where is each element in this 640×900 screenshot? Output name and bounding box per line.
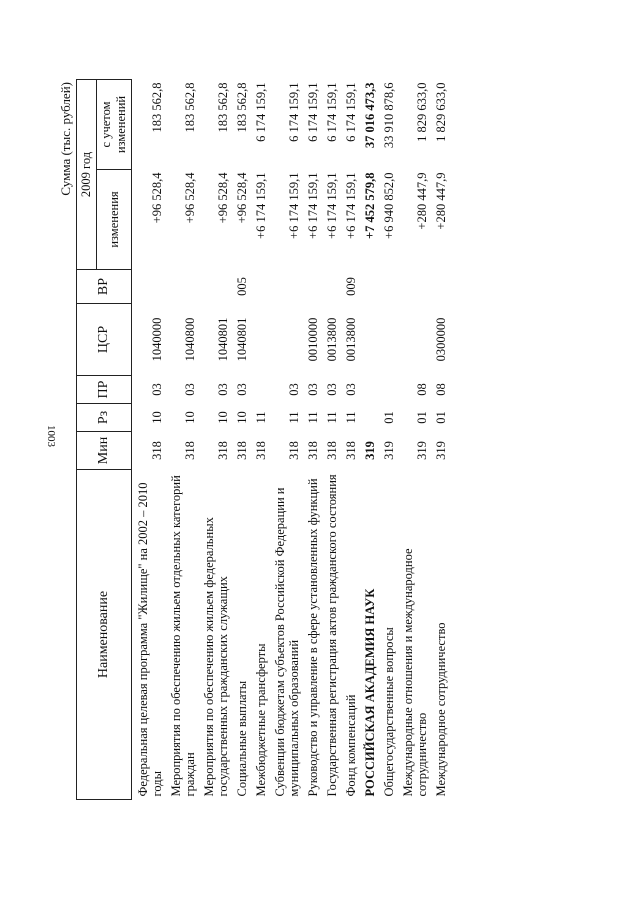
table-row (269, 79, 302, 799)
cell-vr (269, 270, 302, 304)
cell-csr: 0013800 (325, 317, 339, 362)
cell-total: 183 562,8 (183, 82, 197, 133)
cell-pr: 08 (415, 383, 429, 396)
cell-change: +6 174 159,1 (306, 172, 320, 239)
cell-rz: 11 (254, 411, 268, 424)
cell-pr (378, 376, 397, 404)
cell-name: Мероприятия по обеспечению жильем отдельных категорий граждан (169, 475, 197, 797)
cell-change: +280 447,9 (434, 172, 448, 230)
column-header-with-change: с учетом изменений (97, 79, 132, 169)
cell-csr: 0300000 (434, 317, 448, 362)
cell-total: 1 829 633,0 (415, 82, 429, 142)
cell-min: 319 (382, 441, 396, 460)
cell-pr (359, 376, 378, 404)
cell-name: Международное сотрудничество (434, 622, 448, 797)
cell-total: 6 174 159,1 (344, 82, 358, 142)
cell-total: 183 562,8 (150, 82, 164, 133)
page-number: 1003 (45, 425, 57, 447)
cell-pr: 03 (287, 383, 301, 396)
cell-pr: 03 (216, 383, 230, 396)
cell-vr (250, 270, 269, 304)
cell-csr (269, 304, 302, 376)
cell-csr: 1040800 (183, 317, 197, 362)
cell-min: 318 (235, 441, 249, 460)
cell-name: Руководство и управление в сфере установленных функций (306, 478, 320, 797)
table-row (231, 79, 250, 799)
cell-pr: 03 (325, 383, 339, 396)
column-header-name: Наименование (77, 470, 132, 800)
column-header-vr: ВР (77, 270, 132, 304)
cell-csr (378, 304, 397, 376)
cell-pr: 03 (235, 383, 249, 396)
cell-total: 6 174 159,1 (325, 82, 339, 142)
table-row (378, 79, 397, 799)
cell-total: 37 016 473,3 (363, 82, 377, 149)
cell-name: Государственная регистрация актов гражданского состояния (325, 474, 339, 797)
cell-name: Субвенции бюджетам субъектов Российской Федерации и муниципальных образований (273, 487, 301, 797)
cell-rz: 01 (382, 411, 396, 424)
table-row (165, 79, 198, 799)
cell-change: +96 528,4 (183, 172, 197, 224)
table-row (340, 79, 359, 799)
cell-vr (321, 270, 340, 304)
cell-rz: 10 (235, 411, 249, 424)
table-body (132, 79, 450, 799)
cell-change: +7 452 579,8 (363, 172, 377, 239)
cell-pr (250, 376, 269, 404)
cell-name: Международные отношения и международное сотрудничество (401, 548, 429, 797)
cell-name: Федеральная целевая программа "Жилище" на 2002 – 2010 годы (136, 482, 164, 797)
cell-vr (378, 270, 397, 304)
cell-change: +6 940 852,0 (382, 172, 396, 239)
cell-vr (165, 270, 198, 304)
cell-pr: 08 (434, 383, 448, 396)
cell-vr (397, 270, 430, 304)
cell-vr (132, 270, 166, 304)
cell-rz: 01 (434, 411, 448, 424)
cell-csr (397, 304, 430, 376)
cell-vr (302, 270, 321, 304)
amount-unit-caption: Сумма (тыс. рублей) (58, 82, 73, 196)
cell-total: 33 910 878,6 (382, 82, 396, 149)
cell-total: 183 562,8 (235, 82, 249, 133)
cell-change: +6 174 159,1 (325, 172, 339, 239)
cell-pr: 03 (344, 383, 358, 396)
cell-pr: 03 (183, 383, 197, 396)
table-row (302, 79, 321, 799)
cell-pr: 03 (306, 383, 320, 396)
cell-rz: 10 (216, 411, 230, 424)
cell-rz: 01 (415, 411, 429, 424)
cell-change: +96 528,4 (235, 172, 249, 224)
cell-change: +96 528,4 (216, 172, 230, 224)
cell-pr: 03 (150, 383, 164, 396)
cell-total: 6 174 159,1 (254, 82, 268, 142)
cell-name: Фонд компенсаций (344, 694, 358, 797)
cell-change: +6 174 159,1 (287, 172, 301, 239)
cell-rz: 10 (150, 411, 164, 424)
cell-total: 6 174 159,1 (306, 82, 320, 142)
cell-min: 318 (306, 441, 320, 460)
cell-name: Общегосударственные вопросы (382, 627, 396, 797)
cell-min: 318 (287, 441, 301, 460)
cell-rz: 11 (306, 411, 320, 424)
budget-table (76, 79, 449, 800)
table-row (198, 79, 231, 799)
cell-change: +6 174 159,1 (254, 172, 268, 239)
column-header-min: Мин (77, 432, 132, 470)
table-row (397, 79, 430, 799)
cell-name: РОССИЙСКАЯ АКАДЕМИЯ НАУК (363, 588, 377, 797)
cell-rz (359, 404, 378, 432)
cell-change: +96 528,4 (150, 172, 164, 224)
table-header (77, 79, 132, 799)
cell-csr: 1040801 (235, 317, 249, 362)
cell-min: 319 (415, 441, 429, 460)
column-header-csr: ЦСР (77, 304, 132, 376)
cell-min: 318 (183, 441, 197, 460)
cell-rz: 11 (344, 411, 358, 424)
cell-rz: 11 (287, 411, 301, 424)
cell-min: 318 (325, 441, 339, 460)
cell-min: 319 (363, 441, 377, 460)
cell-total: 183 562,8 (216, 82, 230, 133)
budget-sheet (58, 80, 449, 800)
table-row (321, 79, 340, 799)
table-row (430, 79, 449, 799)
cell-csr: 0013800 (344, 317, 358, 362)
cell-vr: 009 (344, 277, 358, 296)
cell-vr (198, 270, 231, 304)
column-header-change: изменения (97, 170, 132, 270)
cell-min: 318 (344, 441, 358, 460)
cell-vr (430, 270, 449, 304)
column-header-rz: Рз (77, 404, 132, 432)
cell-min: 318 (216, 441, 230, 460)
column-header-year: 2009 год (77, 79, 97, 269)
cell-name: Социальные выплаты (235, 680, 249, 797)
cell-min: 318 (254, 441, 268, 460)
cell-rz: 10 (183, 411, 197, 424)
cell-total: 1 829 633,0 (434, 82, 448, 142)
cell-name: Межбюджетные трансферты (254, 643, 268, 797)
cell-total: 6 174 159,1 (287, 82, 301, 142)
cell-change: +6 174 159,1 (344, 172, 358, 239)
cell-min: 319 (434, 441, 448, 460)
cell-name: Мероприятия по обеспечению жильем федеральных государственных гражданских служащих (202, 517, 230, 797)
table-row (132, 79, 166, 799)
cell-change: +280 447,9 (415, 172, 429, 230)
column-header-pr: ПР (77, 376, 132, 404)
cell-csr (250, 304, 269, 376)
cell-vr (359, 270, 378, 304)
table-row (250, 79, 269, 799)
table-row (359, 79, 378, 799)
cell-rz: 11 (325, 411, 339, 424)
cell-vr: 005 (235, 277, 249, 296)
cell-csr (359, 304, 378, 376)
cell-csr: 0010000 (306, 317, 320, 362)
cell-csr: 1040000 (150, 317, 164, 362)
cell-min: 318 (150, 441, 164, 460)
cell-csr: 1040801 (216, 317, 230, 362)
